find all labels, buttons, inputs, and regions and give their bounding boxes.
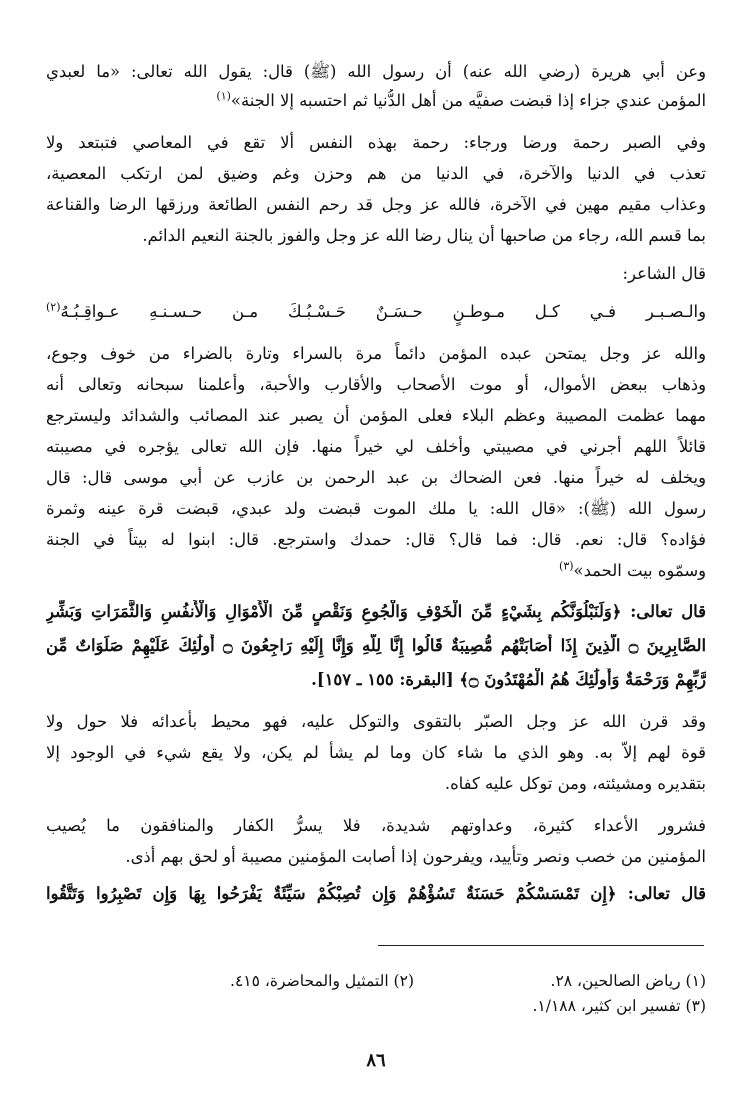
body-line: قائلاً اللهم أجرني في مصيبتي وأخلف لي خيراً منها. فإن الله تعالى يؤجره في مصيبته <box>46 437 706 456</box>
footnote-1: (١) رياض الصالحين، ٢٨. <box>550 972 706 990</box>
body-line: وفي الصبر رحمة ورضا ورجاء: رحمة بهذه النفس ألا تقع في المعاصي فتبتعد ولا <box>46 133 706 152</box>
body-line: المؤمنين من خصب ونصر وتأييد، ويفرحون إذا أصابت المؤمنين مصيبة أو لحق بهم أذى. <box>125 847 706 866</box>
body-line: وعذاب مقيم مهين في الآخرة، فالله عز وجل قد رحم النفس الطائعة ورزقها الرضا والقناعة <box>46 195 706 214</box>
quran-verse-line: قال تعالى: ﴿وَلَنَبْلُوَنَّكُم بِشَيْءٍ مِّنَ الْخَوْفِ وَالْجُوعِ وَنَقْصٍ مِّنَ الْأَمْوَالِ وَالْأَنفُسِ وَالثَّمَرَاتِ وَبَشِّرِ <box>46 602 706 621</box>
body-line: بما قسم الله، رجاء من صاحبها أن ينال رضا الله عز وجل والفوز بالجنة النعيم الدائم. <box>142 226 706 245</box>
footnote-ref: (١) <box>216 89 231 103</box>
body-line: وقد قرن الله عز وجل الصبّر بالتقوى والتوكل عليه، فهو محيط بأعدائه فلا حول ولا <box>46 712 706 731</box>
footnote-3: (٣) تفسير ابن كثير، ١/١٨٨. <box>532 997 706 1015</box>
body-line: فؤاده؟ قال: نعم. قال: فما قال؟ قال: حمدك واسترجع. قال: ابنوا له بيتاً في الجنة <box>46 530 706 549</box>
body-line: بتقديره ومشيئته، ومن توكل عليه كفاه. <box>444 774 706 793</box>
body-line: قوة لهم إلاّ به. وهو الذي ما شاء كان وما لم يشأ لم يكن، ولا يقع شيء في الوجود إلا <box>46 743 706 762</box>
quran-verse-line: رَّبِّهِمْ وَرَحْمَةٌ وَأُولَٰئِكَ هُمُ الْمُهْتَدُونَ ۝﴾ [البقرة: ١٥٥ ـ ١٥٧]. <box>311 670 706 689</box>
body-line: رسول الله (ﷺ): «قال الله: يا ملك الموت قبضت ولد عبدي، قبضت قرة عينه وثمرة <box>46 499 706 518</box>
quran-verse-line: قال تعالى: ﴿إِن تَمْسَسْكُمْ حَسَنَةٌ تَسُؤْهُمْ وَإِن تُصِبْكُمْ سَيِّئَةٌ يَفْرَحُوا بِهَا وَإِن تَصْبِرُوا وَتَتَّقُوا <box>46 884 706 903</box>
quran-verse-line: الصَّابِرِينَ ۝ الَّذِينَ إِذَا أَصَابَتْهُم مُّصِيبَةٌ قَالُوا إِنَّا لِلَّهِ وَإِنَّا إِلَيْهِ رَاجِعُونَ ۝ أُولَٰئِكَ عَلَيْهِمْ صَلَوَاتٌ مِّن <box>46 636 706 655</box>
body-line: تعذب في الدنيا والآخرة، في الدنيا من هم وحزن وغم وضيق لمن ارتكب المعصية، <box>46 164 706 183</box>
body-line: فشرور الأعداء كثيرة، وعداوتهم شديدة، فلا يسرُّ الكفار والمنافقون ما يُصيب <box>46 816 706 835</box>
body-line: قال الشاعر: <box>622 264 706 283</box>
body-line: وعن أبي هريرة (رضي الله عنه) أن رسول الله (ﷺ) قال: يقول الله تعالى: «ما لعبدي <box>46 62 706 81</box>
body-line: المؤمن عندي جزاء إذا قبضت صفيَّه من أهل الدُّنيا ثم احتسبه إلا الجنة»$^{(١)}$ <box>216 89 706 110</box>
page-number: ٨٦ <box>366 1050 386 1071</box>
body-line: وسمّوه بيت الحمد»$^{(٣)}$ <box>559 559 706 580</box>
body-line: وذهاب ببعض الأموال، أو موت الأصحاب والأقارب والأحبة، وأعلمنا سبحانه وتعالى أنه <box>46 375 706 394</box>
footnote-ref: (٣) <box>559 559 574 573</box>
footnote-ref: (٢) <box>46 300 61 314</box>
body-line: والله عز وجل يمتحن عبده المؤمن دائماً مرة بالسراء وتارة بالضراء من خوف وجوع، <box>46 344 706 363</box>
poem-verse: والـصـبـر فـي كـل مـوطـنٍ حـسَـنٌ حَـسْـبُـكَ مـن حـسـنـهِ عـواقِـبُـهُ$^{(٢)}$ <box>46 300 706 321</box>
body-line: ويخلف له خيراً منها. فعن الضحاك بن عبد الرحمن بن عازب عن أبي موسى قال: قال <box>46 468 706 487</box>
footnote-divider <box>378 945 704 946</box>
body-line: مهما عظمت المصيبة وعظم البلاء فعلى المؤمن أن يصبر عند المصائب والشدائد وليسترجع <box>46 406 706 425</box>
footnote-2: (٢) التمثيل والمحاضرة، ٤١٥. <box>230 972 414 990</box>
